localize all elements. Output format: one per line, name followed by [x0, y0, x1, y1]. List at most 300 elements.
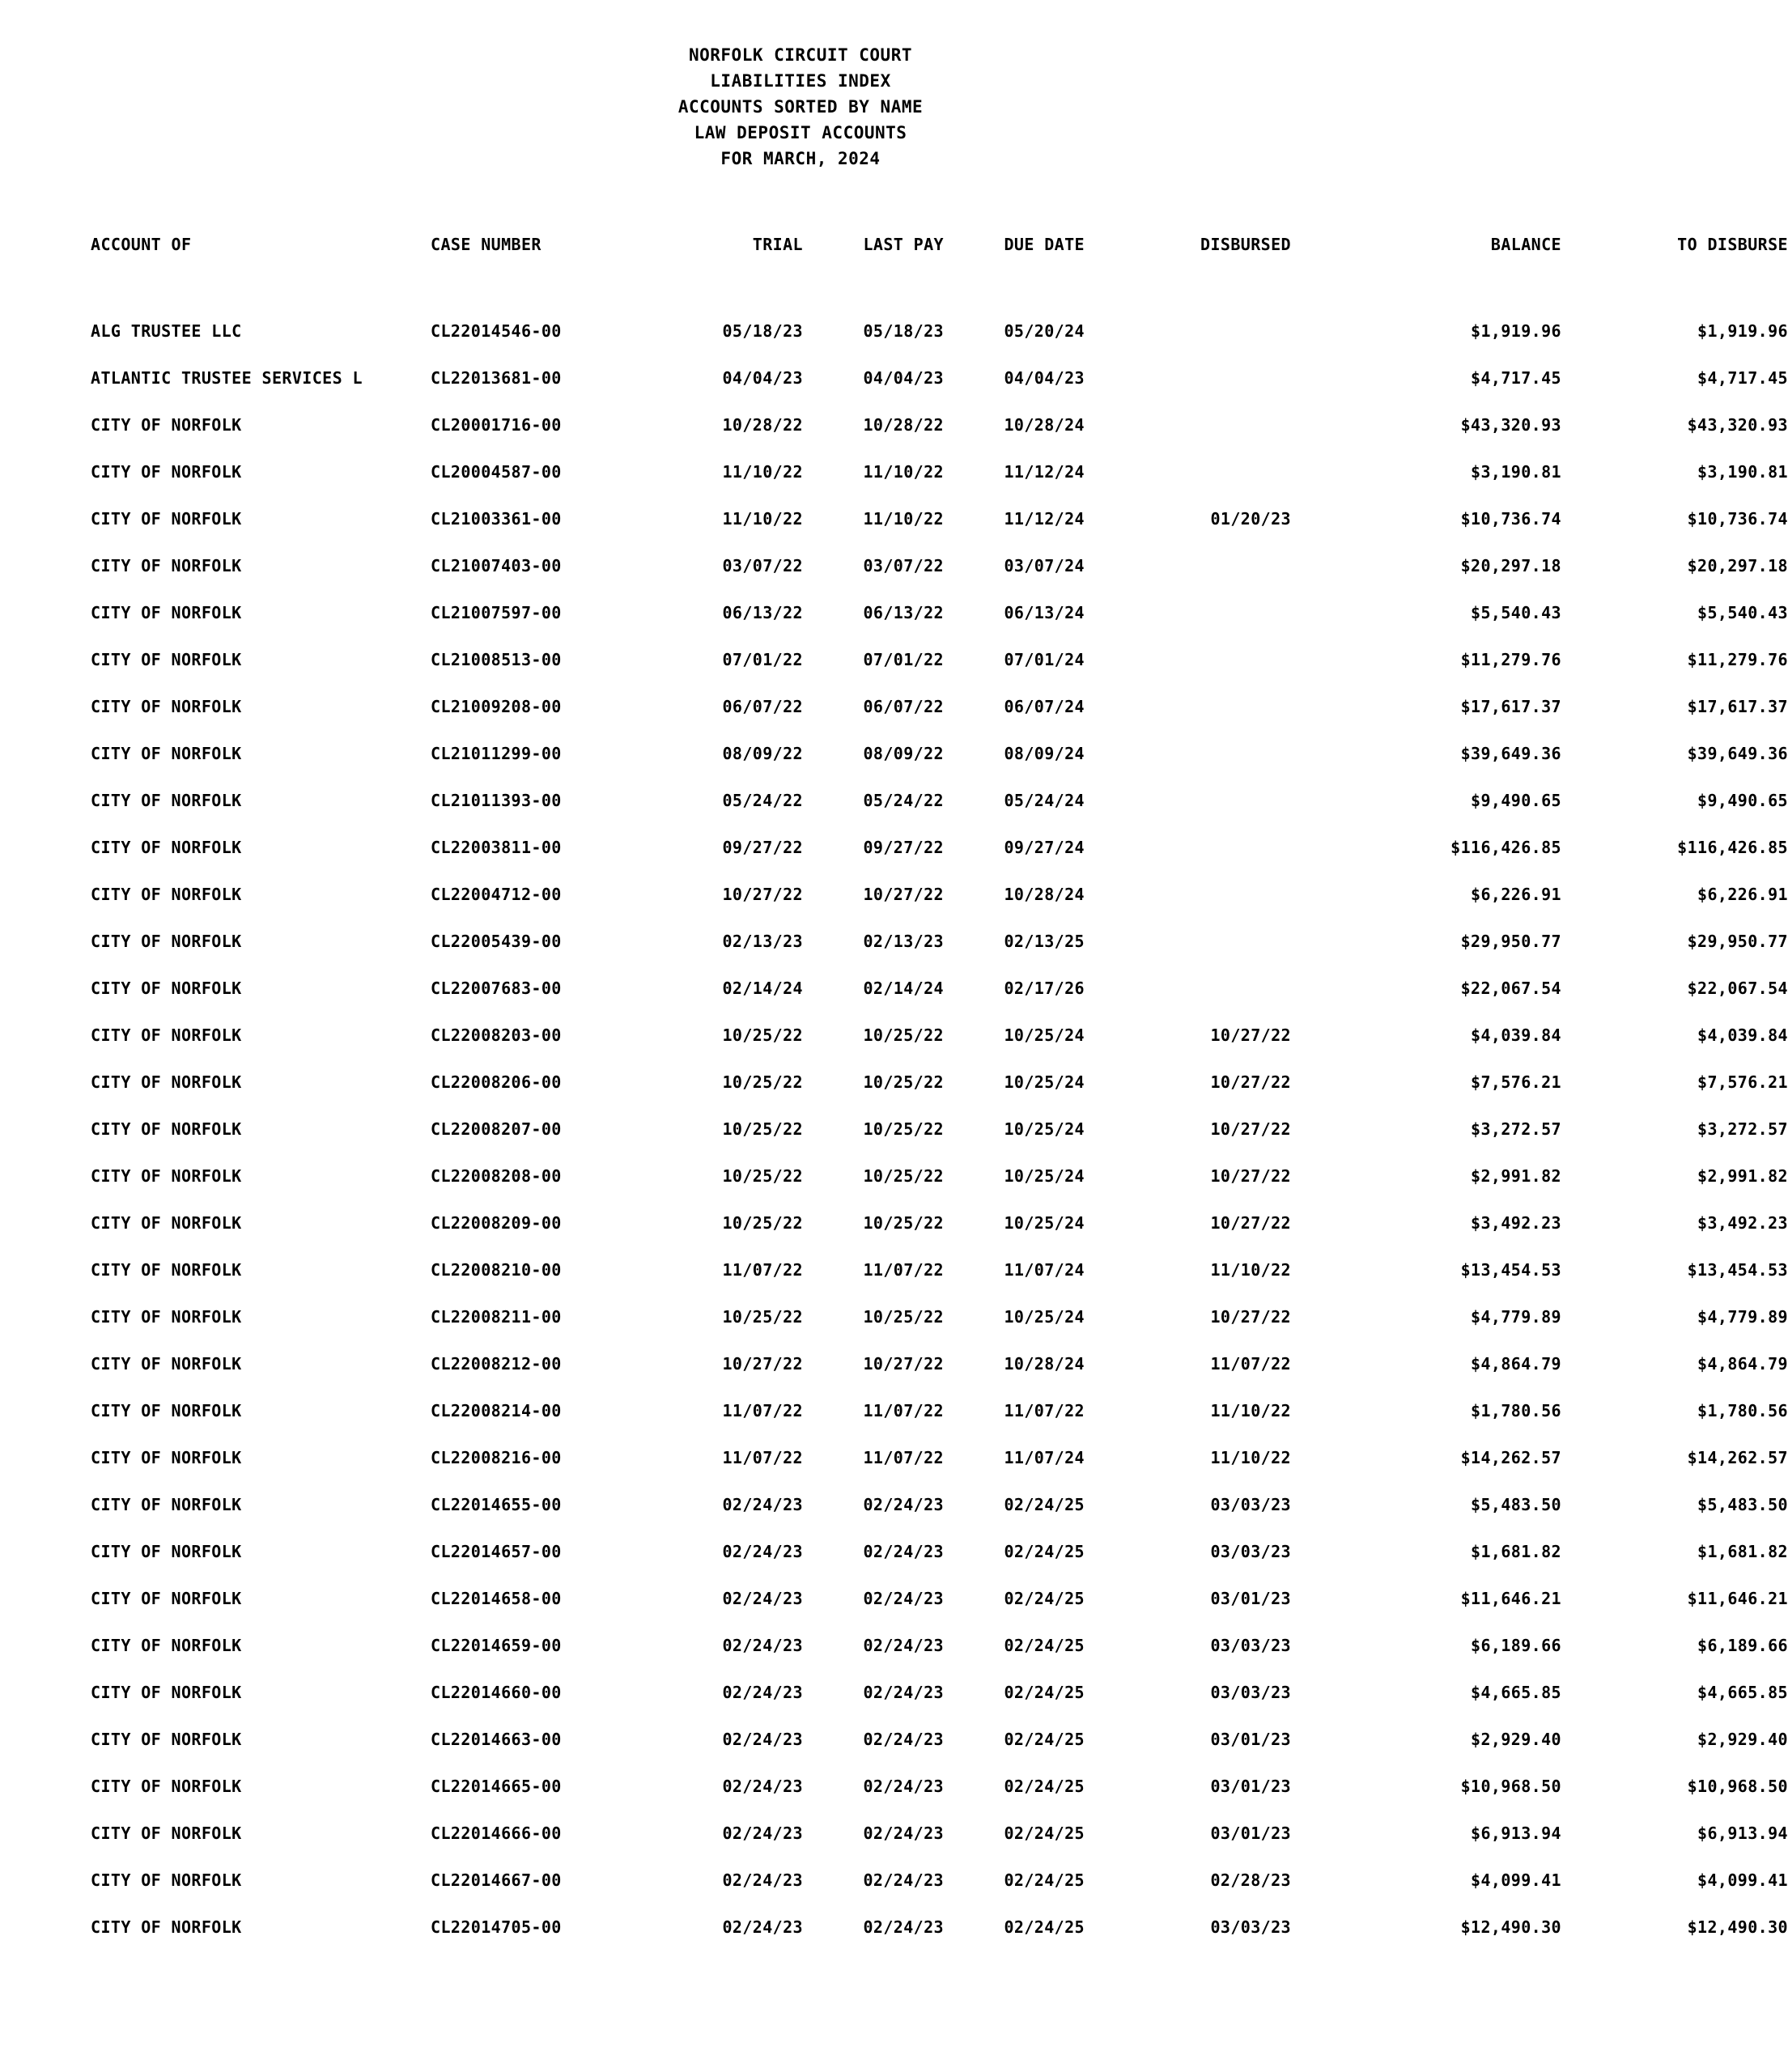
cell-to-disburse: $6,189.66	[1697, 1636, 1788, 1655]
cell-trial: 11/07/22	[722, 1260, 803, 1280]
column-header-case-number: CASE NUMBER	[431, 235, 541, 254]
report-title-line-2: LIABILITIES INDEX	[710, 71, 891, 91]
table-row	[91, 636, 1788, 683]
table-row	[91, 1246, 1788, 1293]
cell-to-disburse: $17,617.37	[1687, 697, 1788, 716]
cell-disbursed	[1085, 589, 1359, 636]
cell-case-number: CL22014663-00	[431, 1730, 562, 1749]
cell-disbursed: 11/10/22	[1210, 1448, 1291, 1467]
cell-case-number: CL22014655-00	[431, 1495, 562, 1514]
cell-account-of: CITY OF NORFOLK	[91, 1824, 242, 1843]
cell-account-of: CITY OF NORFOLK	[91, 932, 242, 951]
table-row	[91, 495, 1788, 542]
cell-balance: $7,576.21	[1471, 1072, 1561, 1092]
cell-to-disburse: $4,717.45	[1697, 368, 1788, 388]
cell-disbursed	[1085, 777, 1359, 824]
cell-balance: $10,736.74	[1460, 509, 1561, 529]
table-row	[91, 1387, 1788, 1434]
cell-to-disburse: $11,646.21	[1687, 1589, 1788, 1608]
table-row	[91, 1434, 1788, 1481]
cell-account-of: CITY OF NORFOLK	[91, 509, 242, 529]
table-row	[91, 308, 1788, 355]
cell-trial: 02/24/23	[722, 1730, 803, 1749]
cell-due-date: 10/28/24	[1004, 885, 1085, 904]
cell-due-date: 02/24/25	[1004, 1683, 1085, 1702]
cell-balance: $11,646.21	[1460, 1589, 1561, 1608]
cell-due-date: 02/24/25	[1004, 1589, 1085, 1608]
cell-case-number: CL22014705-00	[431, 1917, 562, 1937]
cell-to-disburse: $4,099.41	[1697, 1870, 1788, 1890]
cell-last-pay: 02/24/23	[863, 1824, 944, 1843]
cell-case-number: CL22008214-00	[431, 1401, 562, 1420]
cell-to-disburse: $12,490.30	[1687, 1917, 1788, 1937]
cell-balance: $4,864.79	[1471, 1354, 1561, 1374]
cell-due-date: 09/27/24	[1004, 838, 1085, 857]
cell-last-pay: 02/24/23	[863, 1683, 944, 1702]
cell-due-date: 02/24/25	[1004, 1542, 1085, 1561]
cell-due-date: 02/24/25	[1004, 1824, 1085, 1843]
cell-to-disburse: $4,665.85	[1697, 1683, 1788, 1702]
cell-trial: 10/25/22	[722, 1166, 803, 1186]
cell-due-date: 06/13/24	[1004, 603, 1085, 622]
table-row	[91, 871, 1788, 918]
cell-case-number: CL22013681-00	[431, 368, 562, 388]
cell-trial: 05/18/23	[722, 321, 803, 341]
cell-to-disburse: $3,492.23	[1697, 1213, 1788, 1233]
cell-balance: $17,617.37	[1460, 697, 1561, 716]
cell-case-number: CL21011299-00	[431, 744, 562, 763]
cell-balance: $3,492.23	[1471, 1213, 1561, 1233]
cell-case-number: CL21008513-00	[431, 650, 562, 669]
cell-trial: 02/24/23	[722, 1870, 803, 1890]
cell-case-number: CL22014657-00	[431, 1542, 562, 1561]
cell-to-disburse: $3,190.81	[1697, 462, 1788, 482]
table-row	[91, 777, 1788, 824]
cell-last-pay: 02/24/23	[863, 1636, 944, 1655]
cell-last-pay: 05/18/23	[863, 321, 944, 341]
cell-balance: $3,190.81	[1471, 462, 1561, 482]
table-row	[91, 1012, 1788, 1059]
cell-trial: 10/27/22	[722, 885, 803, 904]
cell-last-pay: 10/28/22	[863, 415, 944, 435]
cell-trial: 06/13/22	[722, 603, 803, 622]
cell-case-number: CL22014546-00	[431, 321, 562, 341]
cell-account-of: ALG TRUSTEE LLC	[91, 321, 242, 341]
cell-due-date: 02/17/26	[1004, 979, 1085, 998]
cell-case-number: CL22008206-00	[431, 1072, 562, 1092]
cell-trial: 11/10/22	[722, 509, 803, 529]
cell-disbursed	[1085, 636, 1359, 683]
cell-last-pay: 02/24/23	[863, 1777, 944, 1796]
cell-account-of: CITY OF NORFOLK	[91, 1917, 242, 1937]
cell-balance: $13,454.53	[1460, 1260, 1561, 1280]
cell-last-pay: 11/07/22	[863, 1260, 944, 1280]
cell-case-number: CL22008216-00	[431, 1448, 562, 1467]
table-row	[91, 683, 1788, 730]
cell-trial: 10/25/22	[722, 1307, 803, 1327]
cell-balance: $1,780.56	[1471, 1401, 1561, 1420]
table-row	[91, 1716, 1788, 1763]
cell-account-of: CITY OF NORFOLK	[91, 791, 242, 810]
table-row	[91, 542, 1788, 589]
cell-disbursed: 11/10/22	[1210, 1260, 1291, 1280]
cell-account-of: CITY OF NORFOLK	[91, 1307, 242, 1327]
cell-case-number: CL21007597-00	[431, 603, 562, 622]
table-row	[91, 1810, 1788, 1857]
cell-balance: $11,279.76	[1460, 650, 1561, 669]
table-row	[91, 918, 1788, 965]
cell-last-pay: 08/09/22	[863, 744, 944, 763]
cell-disbursed	[1085, 871, 1359, 918]
cell-account-of: ATLANTIC TRUSTEE SERVICES L	[91, 368, 363, 388]
cell-to-disburse: $10,736.74	[1687, 509, 1788, 529]
cell-trial: 08/09/22	[722, 744, 803, 763]
report-title-line-3: ACCOUNTS SORTED BY NAME	[677, 97, 924, 117]
cell-case-number: CL22014660-00	[431, 1683, 562, 1702]
cell-balance: $29,950.77	[1460, 932, 1561, 951]
cell-last-pay: 11/07/22	[863, 1448, 944, 1467]
cell-last-pay: 03/07/22	[863, 556, 944, 575]
header-spacer-cell	[91, 259, 1788, 308]
cell-disbursed	[1085, 401, 1359, 448]
cell-trial: 02/24/23	[722, 1636, 803, 1655]
cell-to-disburse: $5,540.43	[1697, 603, 1788, 622]
cell-to-disburse: $22,067.54	[1687, 979, 1788, 998]
cell-disbursed	[1085, 918, 1359, 965]
cell-last-pay: 02/14/24	[863, 979, 944, 998]
cell-trial: 10/25/22	[722, 1025, 803, 1045]
cell-account-of: CITY OF NORFOLK	[91, 1119, 242, 1139]
cell-case-number: CL22008211-00	[431, 1307, 562, 1327]
cell-trial: 02/24/23	[722, 1917, 803, 1937]
report-title-line-5: FOR MARCH, 2024	[720, 149, 881, 168]
cell-disbursed: 03/01/23	[1210, 1730, 1291, 1749]
table-row	[91, 730, 1788, 777]
cell-last-pay: 11/10/22	[863, 509, 944, 529]
cell-balance: $6,189.66	[1471, 1636, 1561, 1655]
cell-to-disburse: $20,297.18	[1687, 556, 1788, 575]
cell-disbursed	[1085, 824, 1359, 871]
cell-account-of: CITY OF NORFOLK	[91, 1260, 242, 1280]
cell-disbursed: 03/03/23	[1210, 1683, 1291, 1702]
table-row	[91, 965, 1788, 1012]
cell-balance: $4,039.84	[1471, 1025, 1561, 1045]
cell-account-of: CITY OF NORFOLK	[91, 1401, 242, 1420]
cell-balance: $10,968.50	[1460, 1777, 1561, 1796]
cell-last-pay: 10/25/22	[863, 1072, 944, 1092]
cell-account-of: CITY OF NORFOLK	[91, 1870, 242, 1890]
cell-balance: $12,490.30	[1460, 1917, 1561, 1937]
cell-disbursed: 03/03/23	[1210, 1917, 1291, 1937]
cell-last-pay: 02/13/23	[863, 932, 944, 951]
cell-last-pay: 11/07/22	[863, 1401, 944, 1420]
cell-trial: 07/01/22	[722, 650, 803, 669]
cell-case-number: CL22014658-00	[431, 1589, 562, 1608]
cell-to-disburse: $11,279.76	[1687, 650, 1788, 669]
cell-balance: $4,665.85	[1471, 1683, 1561, 1702]
cell-balance: $4,717.45	[1471, 368, 1561, 388]
cell-case-number: CL22003811-00	[431, 838, 562, 857]
table-row	[91, 448, 1788, 495]
column-header-account-of: ACCOUNT OF	[91, 235, 192, 254]
cell-trial: 04/04/23	[722, 368, 803, 388]
cell-trial: 02/24/23	[722, 1683, 803, 1702]
cell-due-date: 10/28/24	[1004, 1354, 1085, 1374]
cell-due-date: 02/24/25	[1004, 1917, 1085, 1937]
table-row	[91, 1857, 1788, 1904]
column-header-due-date: DUE DATE	[1004, 235, 1085, 254]
cell-trial: 02/24/23	[722, 1777, 803, 1796]
cell-case-number: CL22014665-00	[431, 1777, 562, 1796]
cell-due-date: 10/25/24	[1004, 1119, 1085, 1139]
table-row	[91, 824, 1788, 871]
cell-account-of: CITY OF NORFOLK	[91, 1166, 242, 1186]
table-row	[91, 401, 1788, 448]
cell-to-disburse: $13,454.53	[1687, 1260, 1788, 1280]
cell-balance: $20,297.18	[1460, 556, 1561, 575]
table-row	[91, 1059, 1788, 1106]
table-row	[91, 1340, 1788, 1387]
cell-due-date: 04/04/23	[1004, 368, 1085, 388]
cell-case-number: CL20004587-00	[431, 462, 562, 482]
cell-to-disburse: $5,483.50	[1697, 1495, 1788, 1514]
cell-trial: 06/07/22	[722, 697, 803, 716]
column-header-to-disburse: TO DISBURSE	[1677, 235, 1788, 254]
cell-last-pay: 06/07/22	[863, 697, 944, 716]
cell-to-disburse: $116,426.85	[1677, 838, 1788, 857]
cell-trial: 09/27/22	[722, 838, 803, 857]
cell-due-date: 07/01/24	[1004, 650, 1085, 669]
report-header	[0, 42, 1601, 172]
cell-balance: $43,320.93	[1460, 415, 1561, 435]
cell-account-of: CITY OF NORFOLK	[91, 697, 242, 716]
cell-to-disburse: $4,779.89	[1697, 1307, 1788, 1327]
column-header-last-pay: LAST PAY	[863, 235, 944, 254]
cell-trial: 11/07/22	[722, 1401, 803, 1420]
cell-balance: $5,540.43	[1471, 603, 1561, 622]
cell-case-number: CL22008207-00	[431, 1119, 562, 1139]
cell-case-number: CL21011393-00	[431, 791, 562, 810]
cell-case-number: CL22014666-00	[431, 1824, 562, 1843]
cell-disbursed: 03/01/23	[1210, 1824, 1291, 1843]
cell-account-of: CITY OF NORFOLK	[91, 1354, 242, 1374]
cell-balance: $3,272.57	[1471, 1119, 1561, 1139]
cell-to-disburse: $2,991.82	[1697, 1166, 1788, 1186]
cell-disbursed: 10/27/22	[1210, 1119, 1291, 1139]
cell-account-of: CITY OF NORFOLK	[91, 1495, 242, 1514]
cell-due-date: 11/07/24	[1004, 1448, 1085, 1467]
cell-to-disburse: $2,929.40	[1697, 1730, 1788, 1749]
cell-last-pay: 02/24/23	[863, 1542, 944, 1561]
cell-due-date: 02/24/25	[1004, 1777, 1085, 1796]
table-header	[91, 235, 1788, 259]
cell-case-number: CL22014659-00	[431, 1636, 562, 1655]
cell-account-of: CITY OF NORFOLK	[91, 603, 242, 622]
cell-disbursed	[1085, 448, 1359, 495]
cell-disbursed: 10/27/22	[1210, 1166, 1291, 1186]
cell-last-pay: 09/27/22	[863, 838, 944, 857]
cell-due-date: 10/25/24	[1004, 1307, 1085, 1327]
cell-last-pay: 11/10/22	[863, 462, 944, 482]
cell-last-pay: 10/25/22	[863, 1213, 944, 1233]
cell-to-disburse: $7,576.21	[1697, 1072, 1788, 1092]
cell-last-pay: 02/24/23	[863, 1917, 944, 1937]
cell-last-pay: 10/25/22	[863, 1119, 944, 1139]
liabilities-table	[91, 235, 1788, 1951]
cell-due-date: 06/07/24	[1004, 697, 1085, 716]
cell-balance: $9,490.65	[1471, 791, 1561, 810]
cell-account-of: CITY OF NORFOLK	[91, 885, 242, 904]
cell-account-of: CITY OF NORFOLK	[91, 744, 242, 763]
cell-trial: 10/25/22	[722, 1213, 803, 1233]
cell-last-pay: 10/25/22	[863, 1166, 944, 1186]
table-row	[91, 1481, 1788, 1528]
cell-account-of: CITY OF NORFOLK	[91, 1636, 242, 1655]
cell-due-date: 03/07/24	[1004, 556, 1085, 575]
cell-due-date: 10/28/24	[1004, 415, 1085, 435]
cell-due-date: 02/24/25	[1004, 1636, 1085, 1655]
report-title-line-1: NORFOLK CIRCUIT COURT	[688, 45, 912, 65]
cell-disbursed: 02/28/23	[1210, 1870, 1291, 1890]
cell-due-date: 11/07/24	[1004, 1260, 1085, 1280]
cell-account-of: CITY OF NORFOLK	[91, 1025, 242, 1045]
cell-disbursed	[1085, 683, 1359, 730]
cell-balance: $2,929.40	[1471, 1730, 1561, 1749]
cell-account-of: CITY OF NORFOLK	[91, 650, 242, 669]
cell-disbursed	[1085, 542, 1359, 589]
cell-case-number: CL22005439-00	[431, 932, 562, 951]
cell-balance: $5,483.50	[1471, 1495, 1561, 1514]
table-row	[91, 1106, 1788, 1153]
cell-to-disburse: $4,039.84	[1697, 1025, 1788, 1045]
table-row	[91, 589, 1788, 636]
cell-trial: 02/14/24	[722, 979, 803, 998]
cell-due-date: 02/24/25	[1004, 1730, 1085, 1749]
cell-trial: 11/10/22	[722, 462, 803, 482]
cell-to-disburse: $1,780.56	[1697, 1401, 1788, 1420]
cell-disbursed	[1085, 308, 1359, 355]
cell-due-date: 10/25/24	[1004, 1072, 1085, 1092]
cell-last-pay: 07/01/22	[863, 650, 944, 669]
table-row	[91, 1575, 1788, 1622]
cell-balance: $2,991.82	[1471, 1166, 1561, 1186]
cell-last-pay: 06/13/22	[863, 603, 944, 622]
cell-last-pay: 02/24/23	[863, 1730, 944, 1749]
cell-due-date: 08/09/24	[1004, 744, 1085, 763]
header-spacer-row	[91, 259, 1788, 308]
report-title-line-4: LAW DEPOSIT ACCOUNTS	[694, 123, 907, 142]
cell-balance: $6,226.91	[1471, 885, 1561, 904]
cell-last-pay: 10/25/22	[863, 1307, 944, 1327]
cell-last-pay: 05/24/22	[863, 791, 944, 810]
cell-trial: 10/28/22	[722, 415, 803, 435]
cell-disbursed: 01/20/23	[1210, 509, 1291, 529]
cell-account-of: CITY OF NORFOLK	[91, 838, 242, 857]
cell-disbursed	[1085, 355, 1359, 401]
table-row	[91, 1622, 1788, 1669]
cell-account-of: CITY OF NORFOLK	[91, 979, 242, 998]
cell-account-of: CITY OF NORFOLK	[91, 415, 242, 435]
cell-disbursed: 11/07/22	[1210, 1354, 1291, 1374]
cell-case-number: CL22004712-00	[431, 885, 562, 904]
cell-case-number: CL21003361-00	[431, 509, 562, 529]
cell-due-date: 11/12/24	[1004, 509, 1085, 529]
cell-balance: $4,779.89	[1471, 1307, 1561, 1327]
cell-balance: $116,426.85	[1450, 838, 1561, 857]
cell-due-date: 05/20/24	[1004, 321, 1085, 341]
cell-trial: 11/07/22	[722, 1448, 803, 1467]
cell-trial: 10/25/22	[722, 1119, 803, 1139]
cell-due-date: 10/25/24	[1004, 1025, 1085, 1045]
cell-due-date: 10/25/24	[1004, 1166, 1085, 1186]
cell-to-disburse: $1,681.82	[1697, 1542, 1788, 1561]
cell-last-pay: 02/24/23	[863, 1495, 944, 1514]
cell-disbursed: 10/27/22	[1210, 1025, 1291, 1045]
cell-balance: $39,649.36	[1460, 744, 1561, 763]
cell-account-of: CITY OF NORFOLK	[91, 1213, 242, 1233]
cell-due-date: 05/24/24	[1004, 791, 1085, 810]
cell-last-pay: 10/27/22	[863, 885, 944, 904]
cell-trial: 02/24/23	[722, 1589, 803, 1608]
cell-disbursed: 03/03/23	[1210, 1542, 1291, 1561]
cell-case-number: CL22008212-00	[431, 1354, 562, 1374]
cell-to-disburse: $9,490.65	[1697, 791, 1788, 810]
cell-trial: 02/13/23	[722, 932, 803, 951]
cell-to-disburse: $14,262.57	[1687, 1448, 1788, 1467]
cell-last-pay: 04/04/23	[863, 368, 944, 388]
cell-disbursed	[1085, 965, 1359, 1012]
cell-disbursed: 10/27/22	[1210, 1307, 1291, 1327]
cell-case-number: CL21007403-00	[431, 556, 562, 575]
cell-balance: $1,919.96	[1471, 321, 1561, 341]
cell-due-date: 02/24/25	[1004, 1870, 1085, 1890]
cell-case-number: CL21009208-00	[431, 697, 562, 716]
cell-disbursed: 03/03/23	[1210, 1495, 1291, 1514]
cell-due-date: 11/12/24	[1004, 462, 1085, 482]
column-header-balance: BALANCE	[1490, 235, 1561, 254]
cell-disbursed	[1085, 730, 1359, 777]
cell-trial: 02/24/23	[722, 1495, 803, 1514]
table-row	[91, 1528, 1788, 1575]
cell-disbursed: 11/10/22	[1210, 1401, 1291, 1420]
cell-disbursed: 10/27/22	[1210, 1072, 1291, 1092]
cell-disbursed: 10/27/22	[1210, 1213, 1291, 1233]
cell-trial: 02/24/23	[722, 1542, 803, 1561]
column-header-trial: TRIAL	[752, 235, 803, 254]
cell-to-disburse: $29,950.77	[1687, 932, 1788, 951]
cell-to-disburse: $6,913.94	[1697, 1824, 1788, 1843]
cell-case-number: CL22008203-00	[431, 1025, 562, 1045]
cell-trial: 05/24/22	[722, 791, 803, 810]
cell-due-date: 02/13/25	[1004, 932, 1085, 951]
cell-balance: $22,067.54	[1460, 979, 1561, 998]
cell-account-of: CITY OF NORFOLK	[91, 1683, 242, 1702]
table-row	[91, 1199, 1788, 1246]
cell-last-pay: 10/25/22	[863, 1025, 944, 1045]
cell-account-of: CITY OF NORFOLK	[91, 1589, 242, 1608]
cell-account-of: CITY OF NORFOLK	[91, 1072, 242, 1092]
cell-disbursed: 03/01/23	[1210, 1777, 1291, 1796]
cell-case-number: CL22014667-00	[431, 1870, 562, 1890]
table-body	[91, 259, 1788, 1951]
cell-trial: 10/27/22	[722, 1354, 803, 1374]
cell-to-disburse: $43,320.93	[1687, 415, 1788, 435]
cell-balance: $6,913.94	[1471, 1824, 1561, 1843]
cell-to-disburse: $3,272.57	[1697, 1119, 1788, 1139]
cell-to-disburse: $4,864.79	[1697, 1354, 1788, 1374]
cell-trial: 02/24/23	[722, 1824, 803, 1843]
table-row	[91, 1293, 1788, 1340]
